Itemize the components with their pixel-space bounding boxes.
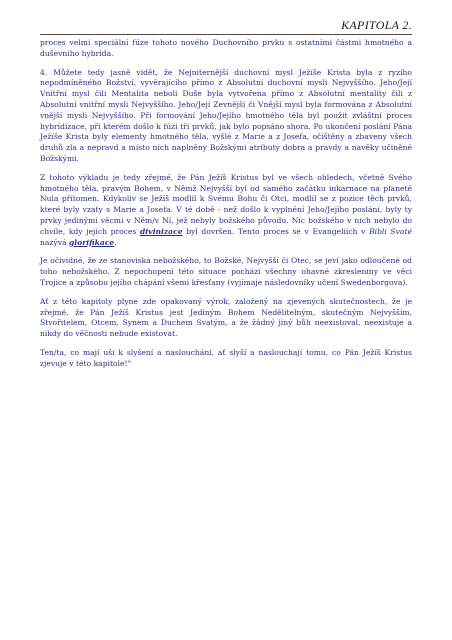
paragraph-explanation-text: Z tohoto výkladu je tedy zřejmé, že Pán Ježíš Kristus byl ve všech ohledech, včetně Svého hmotného těla, pravým Bohem, v Němž Nejvyšší byl od samého začátku inkarnace na planetě Nula přítomen. Kdykoliv se Ježíš modlil k Svému Bohu či Otci, modlil se z pozice těch prvků, které byly vzaty s Marie a Josefa. V té době - než došlo k vyplnění Jeho/Jejího poslání, byly ty prvky jedinými věcmi v Něm/v Ní, jež nebyly božského původu. Nic božského v nich nebylo do chvíle, kdy jejich proces [40, 172, 412, 236]
glorifikace-link[interactable]: glorifikace [68, 237, 115, 247]
paragraph-explanation [40, 173, 412, 249]
paragraph-trinity: Je očividné, že ze stanoviska nebožského, to Božské, Nejvyšší či Otec, se jeví jako odloučené od toho nebožského. Z nepochopení této situace pochází všechny ohavné zkresleniny ve věci Trojice a způsobu jejího chápání všemi křesťany (vyjímaje následovníky učení Swedenborgova). [40, 256, 412, 287]
paragraph-explanation-end: . [114, 237, 117, 247]
bible-title: Bibli Svaté [369, 226, 412, 236]
paragraph-explanation-mid: byl dovršen. Tento proces se v Evangeliích v [182, 226, 370, 236]
paragraph-point-4: 4. Můžete tedy jasně vidět, že Nejniternější duchovní mysl Ježíše Krista byla z ryzího nepodmíněného Božství, vyvěrajícího přímo z Absolutní duchovní mysli Nejvyššího. Jeho/Její Vnitřní mysl čili Mentalita neboli Duše byla vytvořena přímo z Absolutní mentality čili z Absolutní vnitřní mysli Nejvyššího. Jeho/Její Zevnější či Vnější mysl byla formována z Absolutní vnější mysli Nejvyššího. Při formování Jeho/Jejího hmotného těla byl použit zvláštní proces hybridizace, při kterém došlo k fúzi tří prvků, jak bylo popsáno shora. Po ukončení poslání Pána Ježíše Krista byly elementy hmotného těla, vyšlé z Marie a z Josefa, očištěny a zbaveny všech druhů zla a nepravd a místo nich naplněny Božskými atributy dobra a pravdy a navěky učiněné Božskými. [40, 67, 412, 163]
header-divider [40, 34, 412, 35]
paragraph-closing: Ten/ta, co mají uši k slyšení a naslouchání, ať slyší a naslouchají tomu, co Pán Ježíš Kristus zjevuje v této kapitole!" [40, 347, 412, 368]
chapter-header: KAPITOLA 2. [341, 18, 412, 32]
paragraph-continuation: proces velmi speciální fúze tohoto nového Duchovního prvku s ostatními částmi hmotného a duševního hybrida. [40, 38, 412, 58]
page-body [40, 38, 412, 378]
divinizace-link[interactable]: divinizace [139, 226, 183, 236]
paragraph-explanation-mid2: nazývá [40, 237, 69, 247]
paragraph-conclusion: Ať z této kapitoly plyne zde opakovaný výrok, založený na zjevených skutečnostech, že je zřejmé, že Pán Ježíš Kristus jest Jediným Bohem Nedělitelným, skutečným Nejvyšším, Stvořitelem, Otcem, Synem a Duchem Svatým, a že žádný jiný bůh neexistoval, neexistuje a nikdy do věčnosti nebude existovat. [40, 296, 412, 339]
